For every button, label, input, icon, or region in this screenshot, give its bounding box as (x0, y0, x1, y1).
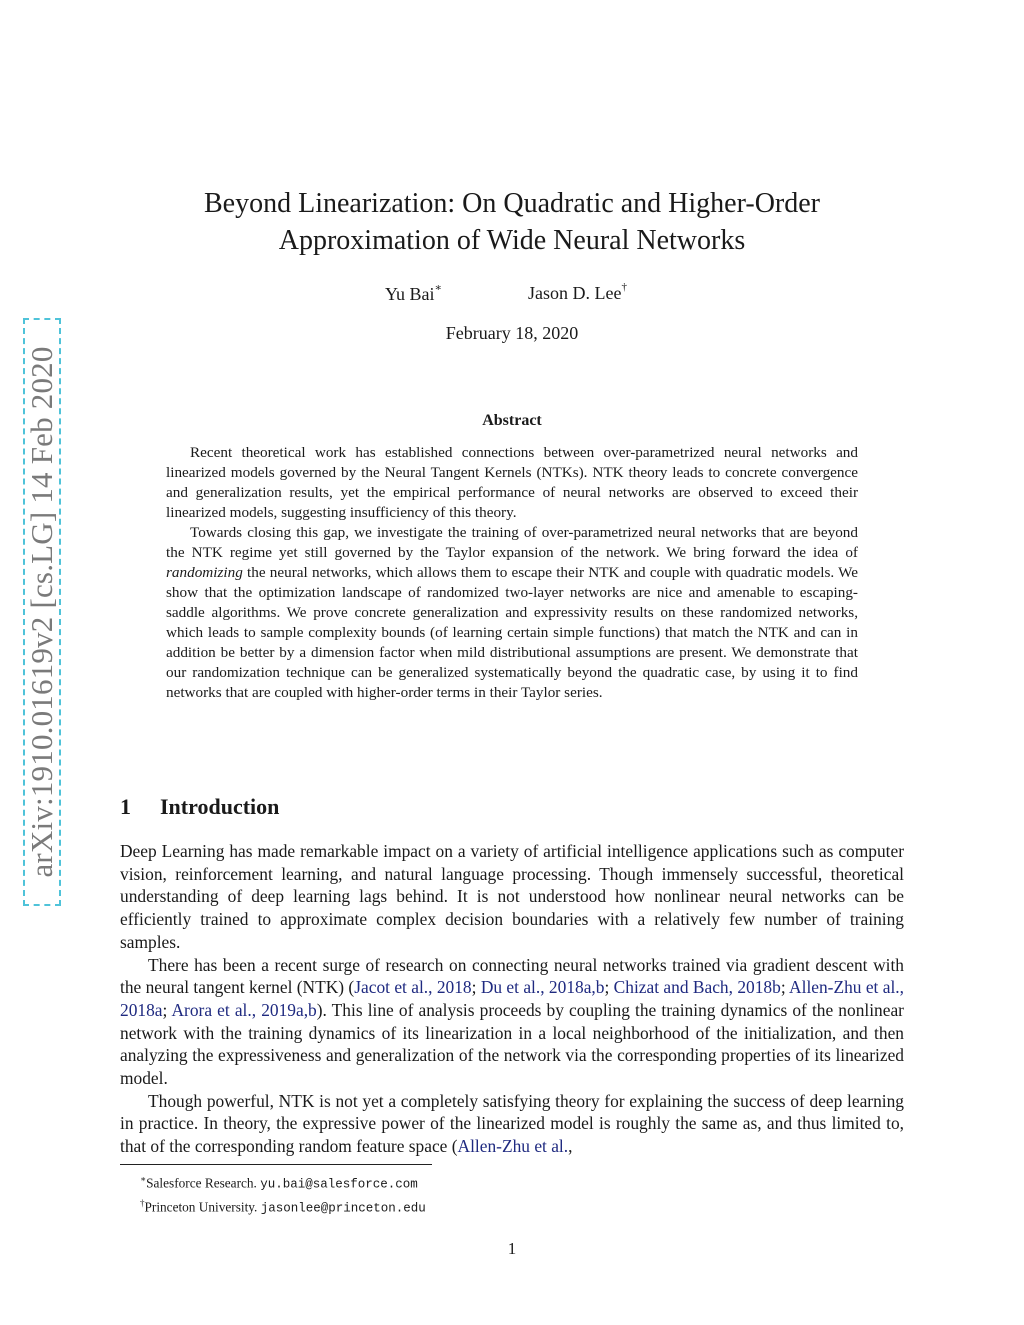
citation-link[interactable]: Jacot et al., 2018 (354, 977, 472, 998)
footnotes (140, 1170, 426, 1219)
footnote-text: Salesforce Research. (146, 1175, 261, 1191)
section-title: Introduction (160, 794, 280, 819)
abstract-body (166, 443, 858, 703)
footnote-2 (140, 1194, 426, 1218)
body-paragraph-1: Deep Learning has made remarkable impact on a variety of artificial intelligence applications such as computer vision, reinforcement learning, and natural language processing. Though immensely successful, theoretical understanding of deep learning lags behind. It is not understood how nonlinear neural networks can be efficiently trained to approximate complex decision boundaries with a relatively few number of training samples. (120, 841, 904, 952)
citation-separator: ; (780, 977, 790, 998)
citation-link[interactable]: Allen-Zhu et al. (457, 1136, 569, 1157)
arxiv-identifier: arXiv:1910.01619v2 [cs.LG] 14 Feb 2020 (24, 346, 59, 878)
emphasis-randomizing: randomizing (166, 564, 243, 581)
footnote-mark: † (140, 1198, 145, 1209)
citation-separator: ; (162, 999, 172, 1020)
author-2 (528, 283, 627, 304)
body-text: ). This line of analysis proceeds by coupling the training dynamics of the nonlinear network with the training dynamics of its linearization in a local neighborhood of the initialization, and then analyzing the expressiveness and generalization of the network via the corresponding properties of its linearized model. (120, 999, 904, 1089)
paper-title (0, 185, 1024, 259)
email-link[interactable]: yu.bai@salesforce.com (260, 1177, 418, 1192)
footnote-rule (120, 1164, 432, 1165)
page-number: 1 (507, 1239, 517, 1258)
citation-separator: ; (471, 977, 481, 998)
paper-date: February 18, 2020 (445, 323, 579, 343)
footnote-mark: ∗ (140, 1174, 147, 1184)
author-footnote-mark: ∗ (434, 282, 442, 294)
citation-link[interactable]: Arora et al., 2019a,b (171, 999, 317, 1020)
body-text: , (568, 1136, 573, 1157)
arxiv-stamp (23, 318, 61, 906)
footnote-1 (140, 1170, 426, 1194)
section-heading (120, 794, 279, 820)
author-name: Yu Bai (385, 284, 435, 304)
title-line-2: Approximation of Wide Neural Networks (278, 225, 746, 256)
citation-separator: ; (604, 977, 614, 998)
abstract-text: Towards closing this gap, we investigate the training of over-parametrized neural networks that are beyond the NTK regime yet still governed by the Taylor expansion of the network. We bring forward the idea of (166, 524, 858, 561)
footnote-text: Princeton University. (144, 1199, 261, 1215)
body-paragraph-2 (120, 954, 904, 1090)
citation-link[interactable]: Allen-Zhu et al., 2018a (120, 977, 904, 1020)
abstract-paragraph-2 (166, 523, 858, 703)
abstract-paragraph-1: Recent theoretical work has established connections between over-parametrized neural networks and linearized models governed by the Neural Tangent Kernels (NTKs). NTK theory leads to concrete convergence and generalization results, yet the empirical performance of neural networks are observed to exceed their linearized models, suggesting insufficiency of this theory. (166, 444, 858, 521)
citation-link[interactable]: Du et al., 2018a,b (480, 977, 605, 998)
author-1 (385, 283, 442, 305)
email-link[interactable]: jasonlee@princeton.edu (260, 1201, 426, 1216)
abstract-heading: Abstract (482, 412, 542, 429)
body-text: There has been a recent surge of research on connecting neural networks trained via gradient descent with the neural tangent kernel (NTK) ( (120, 954, 904, 998)
citation-link[interactable]: Chizat and Bach, 2018b (613, 977, 781, 998)
abstract-text: the neural networks, which allows them to escape their NTK and couple with quadratic models. We show that the optimization landscape of randomized two-layer networks are nice and amenable to escaping-saddle algorithms. We prove concrete generalization and expressivity results on these randomized networks, which leads to sample complexity bounds (of learning certain simple functions) that match the NTK and can in addition be better by a dimension factor when mild distributional assumptions are present. We demonstrate that our randomization technique can be generalized systematically beyond the quadratic case, by using it to find networks that are coupled with higher-order terms in their Taylor series. (166, 564, 858, 701)
author-name: Jason D. Lee (528, 283, 622, 303)
body-text: Though powerful, NTK is not yet a completely satisfying theory for explaining the success of deep learning in practice. In theory, the expressive power of the linearized model is roughly the same as, and thus limited to, that of the corresponding random feature space ( (120, 1090, 904, 1157)
author-footnote-mark: † (621, 281, 627, 293)
section-number: 1 (120, 794, 131, 819)
body-paragraph-3 (120, 1090, 904, 1158)
title-line-1: Beyond Linearization: On Quadratic and Higher-Order (204, 188, 820, 219)
introduction-body (120, 840, 904, 1158)
